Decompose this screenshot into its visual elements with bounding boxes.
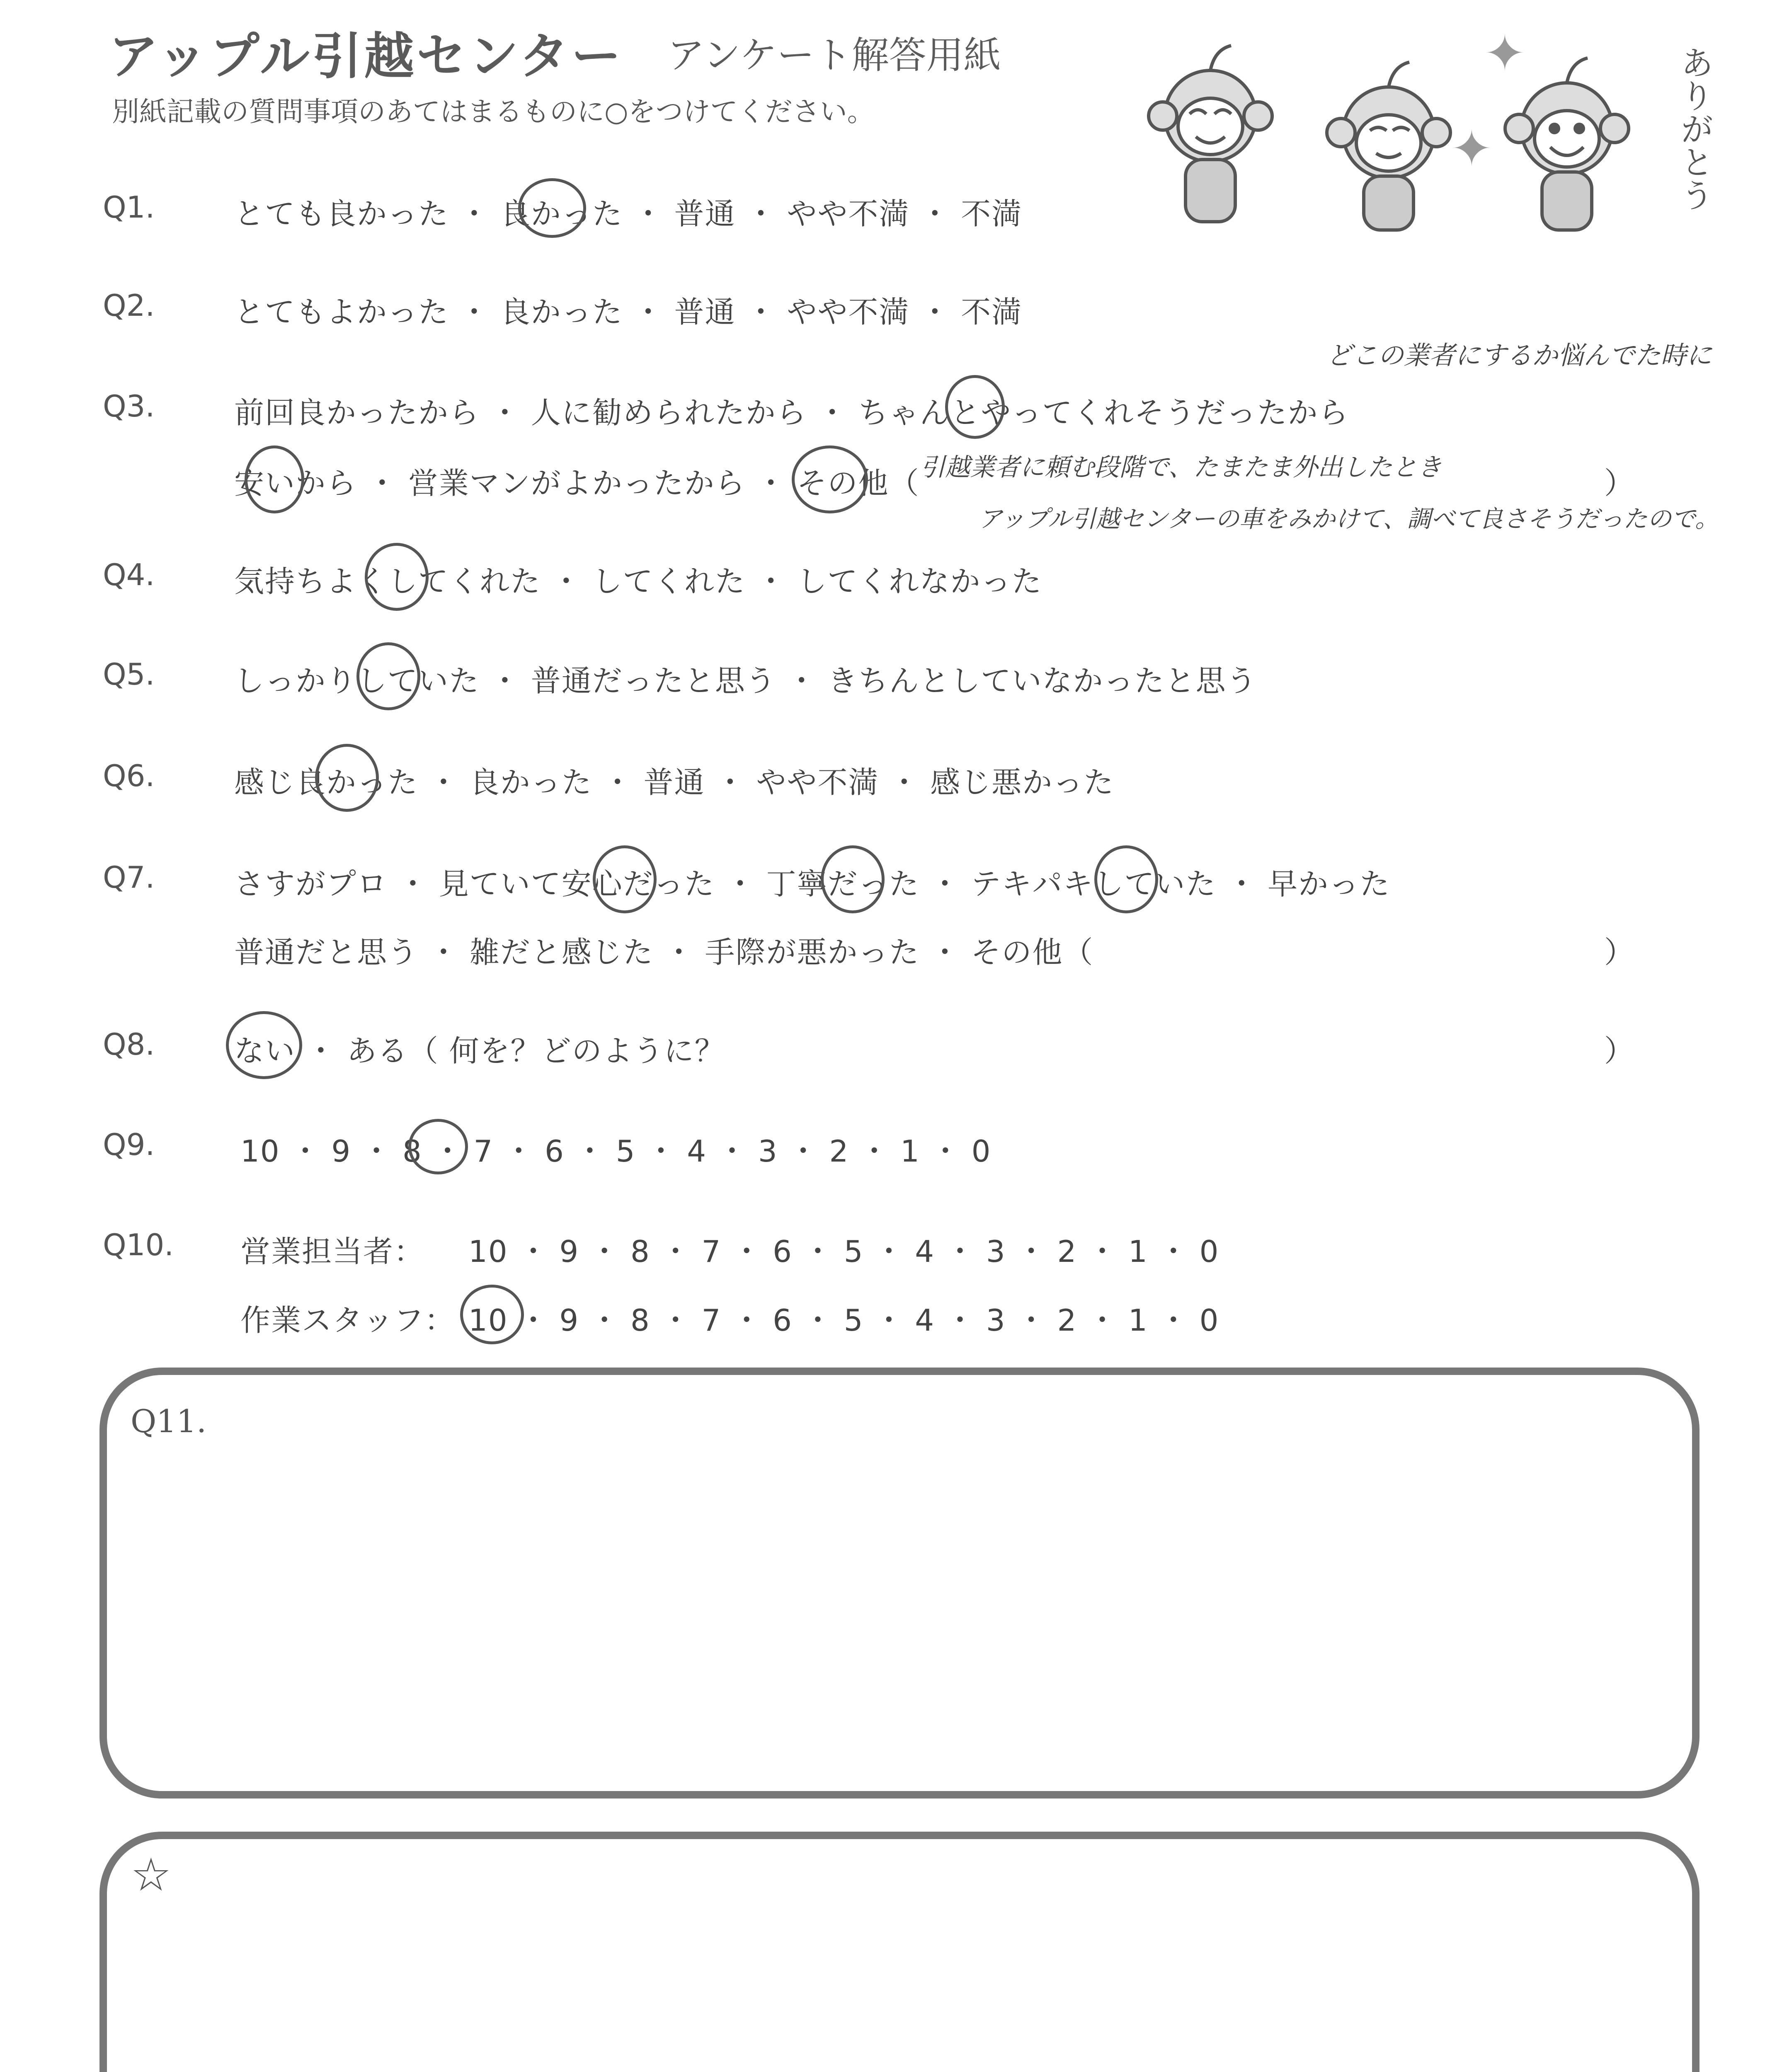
q3-number: Q3.: [103, 389, 155, 424]
q3-close-paren: ）: [1604, 466, 1635, 501]
answer-circle-q10-staff: [460, 1285, 524, 1344]
q11-label: Q11.: [131, 1403, 207, 1440]
handwritten-note-q3-2: 引越業者に頼む段階で、たまたま外出したとき: [920, 453, 1442, 482]
answer-circle-q7-1: [593, 845, 657, 913]
q3-options-line1: 前回良かったから ・ 人に勧められたから ・ ちゃんとやってくれそうだったから: [234, 395, 1349, 430]
q1-options: とても良かった ・ 良かった ・ 普通 ・ やや不満 ・ 不満: [234, 196, 1023, 231]
q5-options: しっかりしていた ・ 普通だったと思う ・ きちんとしていなかったと思う: [234, 663, 1257, 698]
q7-close-paren: ）: [1604, 935, 1635, 970]
answer-circle-q7-3: [1094, 845, 1158, 913]
answer-circle-q3-2: [245, 445, 304, 513]
answer-circle-q3-3: [792, 445, 868, 513]
answer-circle-q5: [356, 642, 420, 710]
q10-number: Q10.: [103, 1227, 174, 1262]
q7-options-line2: 普通だと思う ・ 雑だと感じた ・ 手際が悪かった ・ その他（: [234, 935, 1094, 970]
mascot-monkey-illustration: [1127, 33, 1683, 249]
q7-options-line1: さすがプロ ・ 見ていて安心だった ・ 丁寧だった ・ テキパキしていた ・ 早かった: [234, 867, 1391, 901]
answer-circle-q6: [315, 744, 379, 812]
q3-options-line2: 安いから ・ 営業マンがよかったから ・ その他（: [234, 466, 920, 501]
answer-circle-q4: [365, 543, 429, 611]
answer-circle-q7-2: [821, 845, 885, 913]
q10-staff-scale: 10 ・ 9 ・ 8 ・ 7 ・ 6 ・ 5 ・ 4 ・ 3 ・ 2 ・ 1 ・ 0: [468, 1303, 1220, 1338]
q5-number: Q5.: [103, 657, 155, 692]
q10-staff-label: 作業スタッフ：: [240, 1303, 456, 1338]
answer-circle-q1: [518, 178, 586, 238]
q2-options: とてもよかった ・ 良かった ・ 普通 ・ やや不満 ・ 不満: [234, 295, 1023, 329]
answer-circle-q9: [408, 1119, 468, 1174]
q4-number: Q4.: [103, 557, 155, 592]
q6-number: Q6.: [103, 758, 155, 793]
handwritten-note-q3-1: どこの業者にするか悩んでた時に: [1326, 340, 1712, 370]
answer-circle-q3-1: [945, 375, 1005, 439]
sparkle-icon: ✦: [1484, 25, 1526, 82]
q11-comment-box: [99, 1368, 1700, 1798]
q9-number: Q9.: [103, 1127, 155, 1162]
q10-sales-label: 営業担当者：: [240, 1234, 425, 1269]
q4-options: 気持ちよくしてくれた ・ してくれた ・ してくれなかった: [234, 564, 1043, 599]
q8-options: ない ・ ある（ 何を？どのように？: [234, 1034, 725, 1068]
company-title: アップル引越センター: [109, 28, 623, 85]
handwritten-note-q3-3: アップル引越センターの車をみかけて、調べて良さそうだったので。: [978, 505, 1719, 533]
q8-number: Q8.: [103, 1027, 155, 1062]
sparkle-icon: ✦: [1451, 120, 1493, 178]
thanks-text: ありがとう: [1675, 46, 1714, 211]
q1-number: Q1.: [103, 190, 155, 225]
q10-sales-scale: 10 ・ 9 ・ 8 ・ 7 ・ 6 ・ 5 ・ 4 ・ 3 ・ 2 ・ 1 ・ 0: [468, 1234, 1220, 1269]
form-subtitle: アンケート解答用紙: [667, 34, 1001, 77]
q9-scale: 10 ・ 9 ・ 8 ・ 7 ・ 6 ・ 5 ・ 4 ・ 3 ・ 2 ・ 1 ・ 0: [240, 1134, 992, 1169]
star-comment-box: [99, 1832, 1700, 2072]
q2-number: Q2.: [103, 288, 155, 323]
star-label: ☆: [131, 1848, 172, 1901]
q7-number: Q7.: [103, 860, 155, 895]
answer-circle-q8: [226, 1011, 302, 1079]
q8-close-paren: ）: [1604, 1034, 1635, 1068]
q6-options: 感じ良かった ・ 良かった ・ 普通 ・ やや不満 ・ 感じ悪かった: [234, 765, 1115, 800]
instruction-text: 別紙記載の質問事項のあてはまるものに○をつけてください。: [112, 96, 875, 128]
